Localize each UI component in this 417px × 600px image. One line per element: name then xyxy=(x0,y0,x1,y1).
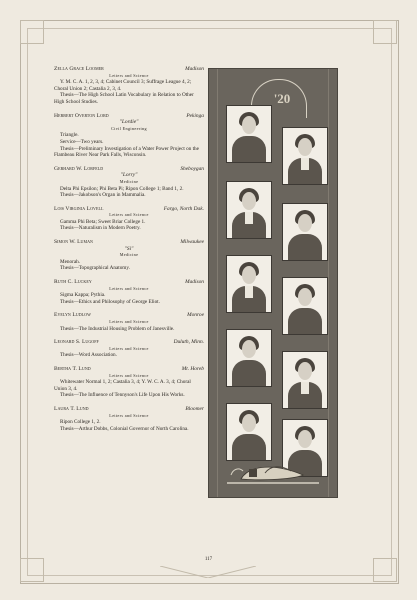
nickname: "Si" xyxy=(124,245,134,252)
nickname: "Lorry" xyxy=(120,172,138,179)
bottom-ornament xyxy=(160,566,256,578)
senior-entry xyxy=(54,366,204,399)
school-name: Letters and Science xyxy=(109,345,149,351)
portrait-collar xyxy=(301,382,309,394)
portrait-face xyxy=(242,192,256,210)
senior-entry xyxy=(54,406,204,432)
student-name: Evelyn Ludlow xyxy=(54,312,91,319)
student-name: Simon W. Luman xyxy=(54,239,93,246)
school-name: Medicine xyxy=(119,178,139,184)
hometown: Duluth, Minn. xyxy=(173,339,204,346)
student-name: Zella Grace Loomer xyxy=(54,66,104,72)
portrait-clothing xyxy=(232,360,266,387)
portrait-clothing xyxy=(232,136,266,163)
entry-detail: Whitewater Normal 1, 2; Castalia 3, 4; Y. W. C. A. 3, 4; Choral Union 3, 4. xyxy=(54,379,191,392)
entry-detail: Thesis—The Influence of Tennyson's Life Upon His Works. xyxy=(60,392,185,399)
entry-detail: Thesis—Naturalism in Modern Poetry. xyxy=(60,225,141,232)
hometown: Fargo, North Dak. xyxy=(163,205,204,212)
page-number: 117 xyxy=(204,557,213,562)
portrait-face xyxy=(298,362,312,380)
school-name: Letters and Science xyxy=(109,412,149,418)
entry-detail: Thesis—Topographical Anatomy. xyxy=(60,265,130,272)
hometown: Madison xyxy=(185,66,204,72)
student-name: Laura T. Lund xyxy=(54,405,89,412)
senior-entry xyxy=(54,206,204,232)
nickname: "Lordie" xyxy=(119,119,139,126)
hometown: Monroe xyxy=(187,312,204,319)
portrait-clothing xyxy=(288,234,322,261)
panel-rule xyxy=(328,69,329,497)
entry-header xyxy=(54,239,204,246)
portrait-photo xyxy=(282,351,328,409)
portrait-face xyxy=(242,340,256,358)
student-name: Herbert Overton Lord xyxy=(54,112,109,119)
school-name: Letters and Science xyxy=(109,212,149,218)
senior-entry xyxy=(54,279,204,305)
entry-detail: Sigma Kappa; Pythia. xyxy=(60,292,106,299)
panel-rule xyxy=(217,69,218,497)
entry-header xyxy=(54,406,204,413)
hometown: Sheboygan xyxy=(180,165,204,172)
entry-detail: Service—Two years. xyxy=(60,138,104,145)
school-name: Medicine xyxy=(119,252,139,258)
portrait-face xyxy=(298,138,312,156)
school-name: Civil Engineering xyxy=(111,125,147,131)
school-name: Letters and Science xyxy=(109,72,149,78)
portrait-photo xyxy=(226,105,272,163)
entry-header xyxy=(54,206,204,213)
entry-header xyxy=(54,113,204,120)
hometown: Mt. Horeb xyxy=(181,365,204,372)
portrait-photo xyxy=(282,277,328,335)
school-name: Letters and Science xyxy=(109,285,149,291)
entry-header xyxy=(54,279,204,286)
senior-entry xyxy=(54,113,204,159)
entry-header xyxy=(54,339,204,346)
portrait-photo xyxy=(226,181,272,239)
portrait-photo xyxy=(282,203,328,261)
school-name: Letters and Science xyxy=(109,372,149,378)
entry-detail: Triangle. xyxy=(60,132,79,139)
entry-detail: Delta Phi Epsilon; Phi Beta Pi; Ripon College 1; Band 1, 2. xyxy=(60,185,184,192)
portrait-photo xyxy=(226,255,272,313)
class-year-badge: '20 xyxy=(273,91,291,106)
photo-panel xyxy=(208,68,338,498)
hometown: Madison xyxy=(185,279,204,286)
portrait-clothing xyxy=(288,308,322,335)
senior-entry xyxy=(54,166,204,199)
entry-detail: Thesis—The Industrial Housing Problem of Janesville. xyxy=(60,325,175,332)
entry-detail: Thesis—The High School Latin Vocabulary in Relation to Other High School Studies. xyxy=(54,92,194,105)
portrait-photo xyxy=(282,127,328,185)
hometown: Milwaukee xyxy=(180,239,204,246)
entry-detail: Gamma Phi Beta; Sweet Briar College 1. xyxy=(60,218,146,225)
portrait-collar xyxy=(301,158,309,170)
entry-header xyxy=(54,312,204,319)
hometown: Bloomer xyxy=(185,405,204,412)
portrait-collar xyxy=(245,286,253,298)
entry-detail: Menorah. xyxy=(60,258,81,265)
entry-detail: Thesis—Ethics and Philosophy of George Eliot. xyxy=(60,298,160,305)
entry-header xyxy=(54,366,204,373)
entry-detail: Thesis—Arthur Dobbs, Colonial Governor of North Carolina. xyxy=(60,425,189,432)
entry-header xyxy=(54,166,204,173)
entry-detail: Thesis—Preliminary Investigation of a Water Power Project on the Flambeau River Near Park Falls, Wisconsin. xyxy=(54,145,199,159)
portrait-face xyxy=(298,214,312,232)
portrait-photo xyxy=(226,329,272,387)
portrait-face xyxy=(298,430,312,448)
portrait-face xyxy=(242,266,256,284)
entry-header xyxy=(54,66,204,73)
student-name: Gerhard W. Lorfeld xyxy=(54,165,104,172)
student-name: Lois Virginia Lovell xyxy=(54,205,104,212)
portrait-face xyxy=(298,288,312,306)
portrait-face xyxy=(242,414,256,432)
portrait-photo xyxy=(226,403,272,461)
corner-ornament xyxy=(20,20,44,44)
lamp-of-learning-ornament xyxy=(223,455,323,487)
student-name: Leonard S. Lugoff xyxy=(54,339,99,346)
senior-entry xyxy=(54,239,204,272)
student-name: Bertha T. Lund xyxy=(54,365,91,372)
senior-entries xyxy=(54,66,204,439)
hometown: Pekinga xyxy=(186,112,204,119)
entry-detail: Ripon College 1, 2. xyxy=(60,419,101,426)
entry-detail: Thesis—Word Association. xyxy=(60,352,117,359)
senior-entry xyxy=(54,66,204,106)
student-name: Ruth C. Luckey xyxy=(54,279,92,286)
senior-entry xyxy=(54,312,204,332)
portrait-collar xyxy=(245,212,253,224)
corner-ornament xyxy=(373,20,397,44)
school-name: Letters and Science xyxy=(109,319,149,324)
entry-detail: Y. M. C. A. 1, 2, 3, 4; Cabinet Council 3; Suffrage League 4, 2; Choral Union 2; Castalia 2, 3, 4. xyxy=(54,79,192,92)
entry-detail: Thesis—Jakobson's Organ in Mammalia. xyxy=(60,192,146,199)
portrait-face xyxy=(242,116,256,134)
senior-entry xyxy=(54,339,204,359)
